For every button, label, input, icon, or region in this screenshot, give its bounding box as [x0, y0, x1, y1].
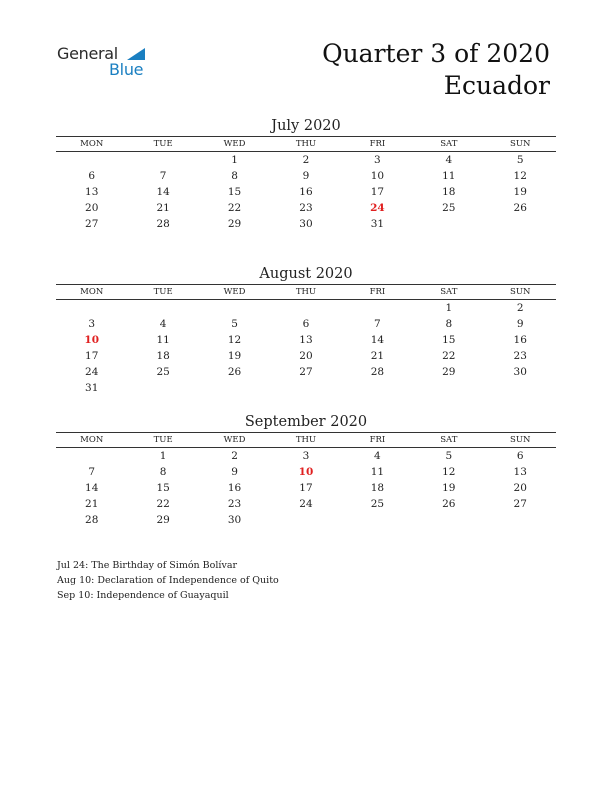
day-cell: 23: [513, 350, 527, 362]
day-cell: 25: [442, 202, 456, 214]
weekday-label: FRI: [369, 435, 386, 445]
day-cell: 9: [231, 466, 238, 478]
weekday-label: SUN: [510, 287, 531, 297]
holiday-item: Sep 10: Independence of Guayaquil: [57, 590, 229, 601]
weekday-label: SUN: [510, 435, 531, 445]
weekday-header: [56, 432, 556, 448]
week-row: [56, 332, 556, 348]
day-cell: 26: [442, 498, 456, 510]
weekday-label: TUE: [153, 435, 173, 445]
day-cell: 30: [513, 366, 527, 378]
day-cell: 21: [370, 350, 385, 362]
weekday-label: SUN: [510, 139, 531, 149]
day-cell: 28: [156, 218, 170, 230]
day-cell: 28: [370, 366, 385, 378]
day-cell: [270, 380, 341, 396]
month-title: July 2020: [271, 118, 341, 134]
day-cell: 19: [442, 482, 456, 494]
day-cell: 25: [370, 498, 385, 510]
day-cell: [56, 300, 127, 316]
day-cell: 1: [231, 154, 238, 166]
day-cell: 29: [227, 218, 242, 230]
week-row: [56, 216, 556, 232]
day-cell: 22: [156, 498, 170, 510]
weekday-label: WED: [223, 287, 246, 297]
day-cell: 14: [156, 186, 170, 198]
weekday-label: TUE: [153, 139, 173, 149]
week-row: [56, 364, 556, 380]
day-cell: 13: [513, 466, 527, 478]
day-cell: 26: [227, 366, 242, 378]
week-row: [56, 300, 556, 316]
day-cell: 4: [159, 318, 167, 330]
day-cell: [413, 380, 484, 396]
weekday-label: WED: [223, 139, 246, 149]
day-cell: 26: [513, 202, 527, 214]
day-cell: 13: [85, 186, 99, 198]
day-cell: 21: [85, 498, 99, 510]
weekday-label: WED: [223, 435, 246, 445]
week-row: [56, 152, 556, 168]
day-cell: 12: [442, 466, 456, 478]
logo: [57, 44, 167, 84]
day-cell: 28: [85, 514, 99, 526]
day-cell: 21: [156, 202, 170, 214]
week-row: [56, 380, 556, 396]
day-cell: 27: [513, 498, 527, 510]
day-cell: [485, 380, 556, 396]
day-cell: 14: [370, 334, 385, 346]
weekday-label: THU: [295, 139, 317, 149]
day-cell: [413, 512, 484, 528]
weekday-header: [56, 284, 556, 300]
day-cell: 14: [85, 482, 99, 494]
week-row: [56, 184, 556, 200]
day-cell: 17: [85, 350, 99, 362]
title-quarter: Quarter 3 of 2020: [322, 39, 550, 68]
day-cell: 16: [299, 186, 313, 198]
day-cell: [127, 380, 198, 396]
day-cell: 16: [513, 334, 527, 346]
day-cell: 6: [302, 318, 310, 330]
weekday-label: MON: [80, 287, 104, 297]
week-row: [56, 348, 556, 364]
day-cell: 24: [85, 366, 99, 378]
weeks: [56, 152, 556, 232]
day-cell: 13: [299, 334, 313, 346]
day-cell: [342, 512, 413, 528]
day-cell: [56, 152, 127, 168]
day-cell: [270, 300, 341, 316]
page-title: [322, 38, 550, 102]
day-cell: [413, 216, 484, 232]
day-cell: 11: [370, 466, 385, 478]
day-cell: 1: [445, 302, 453, 314]
day-cell: 15: [227, 186, 242, 198]
weekday-label: SAT: [440, 287, 458, 297]
week-row: [56, 316, 556, 332]
day-cell: 25: [156, 366, 170, 378]
weekday-label: MON: [80, 435, 104, 445]
day-cell: [485, 216, 556, 232]
day-cell: 19: [227, 350, 242, 362]
day-cell: 22: [442, 350, 456, 362]
day-cell: [199, 380, 270, 396]
holiday-item: Jul 24: The Birthday of Simón Bolívar: [57, 560, 238, 571]
day-cell: 8: [231, 170, 238, 182]
logo-text-general: General: [57, 44, 118, 63]
weekday-label: MON: [80, 139, 104, 149]
weekday-label: SAT: [440, 139, 458, 149]
day-cell: [199, 300, 270, 316]
day-cell: 3: [374, 154, 381, 166]
day-cell: 2: [231, 450, 238, 462]
day-cell: 7: [159, 170, 167, 182]
day-cell: 5: [231, 318, 238, 330]
day-cell: 4: [374, 450, 381, 462]
day-cell: 6: [88, 170, 96, 182]
day-cell: 17: [370, 186, 385, 198]
month-title: August 2020: [259, 266, 353, 282]
week-row: [56, 512, 556, 528]
weekday-label: THU: [295, 287, 317, 297]
day-cell: 3: [88, 318, 96, 330]
week-row: [56, 448, 556, 464]
day-cell: 18: [370, 482, 385, 494]
weekday-header: [56, 136, 556, 152]
day-cell: 9: [302, 170, 310, 182]
day-cell: 24: [299, 498, 313, 510]
weeks: [56, 448, 556, 528]
day-cell: 19: [513, 186, 527, 198]
day-cell: 15: [442, 334, 456, 346]
day-cell: 2: [302, 154, 310, 166]
day-cell: 15: [156, 482, 170, 494]
day-cell: 30: [227, 514, 242, 526]
day-cell: 6: [516, 450, 524, 462]
day-cell: 20: [299, 350, 313, 362]
day-cell: 20: [513, 482, 527, 494]
day-cell: 3: [302, 450, 310, 462]
day-cell: 5: [445, 450, 453, 462]
day-cell: [485, 512, 556, 528]
weekday-label: THU: [295, 435, 317, 445]
day-cell: 17: [299, 482, 313, 494]
day-cell: [127, 300, 198, 316]
day-cell: 12: [513, 170, 527, 182]
week-row: [56, 168, 556, 184]
day-cell: 20: [85, 202, 99, 214]
week-row: [56, 480, 556, 496]
day-cell: 10: [370, 170, 385, 182]
holiday-day-cell: 24: [370, 202, 385, 214]
day-cell: 31: [85, 382, 99, 394]
day-cell: 11: [442, 170, 456, 182]
week-row: [56, 464, 556, 480]
day-cell: 18: [442, 186, 456, 198]
day-cell: 5: [516, 154, 524, 166]
day-cell: [270, 512, 341, 528]
day-cell: 8: [445, 318, 453, 330]
month-september: [56, 412, 556, 528]
weekday-label: FRI: [369, 139, 386, 149]
weekday-label: FRI: [369, 287, 386, 297]
day-cell: 29: [156, 514, 170, 526]
day-cell: 29: [442, 366, 456, 378]
title-country: Ecuador: [443, 71, 550, 100]
day-cell: 23: [227, 498, 242, 510]
day-cell: 9: [516, 318, 524, 330]
weeks: [56, 300, 556, 396]
day-cell: 4: [445, 154, 453, 166]
month-july: [56, 116, 556, 232]
month-title: September 2020: [244, 414, 368, 430]
day-cell: 12: [227, 334, 242, 346]
day-cell: 8: [159, 466, 167, 478]
day-cell: 23: [299, 202, 313, 214]
day-cell: 30: [299, 218, 313, 230]
holiday-day-cell: 10: [84, 334, 100, 346]
week-row: [56, 496, 556, 512]
day-cell: [127, 152, 198, 168]
day-cell: 18: [156, 350, 170, 362]
day-cell: 7: [88, 466, 96, 478]
logo-triangle-icon: [127, 48, 145, 60]
holiday-item: Aug 10: Declaration of Independence of Quito: [57, 575, 279, 586]
day-cell: 27: [299, 366, 313, 378]
day-cell: [342, 380, 413, 396]
day-cell: 27: [85, 218, 99, 230]
day-cell: 2: [516, 302, 524, 314]
day-cell: 31: [370, 218, 385, 230]
day-cell: 22: [227, 202, 242, 214]
month-august: [56, 264, 556, 396]
logo-text-blue: Blue: [109, 60, 144, 79]
day-cell: 16: [227, 482, 242, 494]
holiday-list: [57, 558, 279, 603]
holiday-day-cell: 10: [298, 466, 314, 478]
weekday-label: TUE: [153, 287, 173, 297]
day-cell: 11: [156, 334, 170, 346]
day-cell: [342, 300, 413, 316]
day-cell: [56, 448, 127, 464]
weekday-label: SAT: [440, 435, 458, 445]
day-cell: 1: [159, 450, 167, 462]
week-row: [56, 200, 556, 216]
day-cell: 7: [374, 318, 381, 330]
